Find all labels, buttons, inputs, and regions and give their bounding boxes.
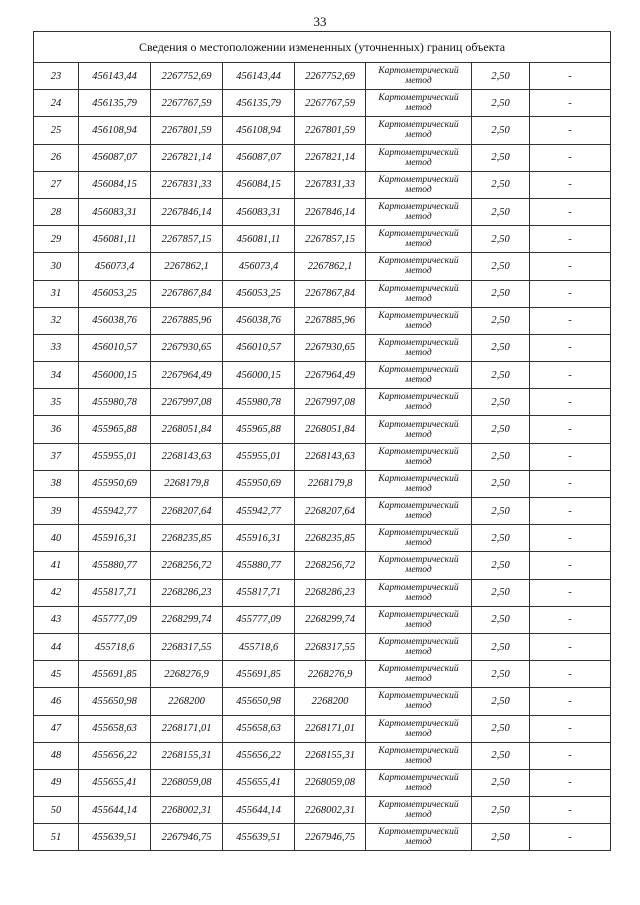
accuracy-cell: 2,50	[472, 334, 530, 361]
existing-y-cell: 2268171,01	[151, 715, 223, 742]
existing-y-cell: 2267930,65	[151, 334, 223, 361]
note-cell: -	[530, 253, 611, 280]
table-row	[34, 797, 611, 824]
refined-y-cell: 2267946,75	[295, 824, 366, 851]
accuracy-cell: 2,50	[472, 90, 530, 117]
method-cell: Картометрический метод	[366, 253, 472, 280]
note-cell: -	[530, 198, 611, 225]
accuracy-cell: 2,50	[472, 389, 530, 416]
existing-x-cell: 455656,22	[79, 742, 151, 769]
refined-x-cell: 455691,85	[223, 661, 295, 688]
accuracy-cell: 2,50	[472, 280, 530, 307]
method-cell: Картометрический метод	[366, 362, 472, 389]
refined-y-cell: 2267997,08	[295, 389, 366, 416]
table-row	[34, 633, 611, 660]
accuracy-cell: 2,50	[472, 443, 530, 470]
note-cell: -	[530, 226, 611, 253]
refined-y-cell: 2267857,15	[295, 226, 366, 253]
accuracy-cell: 2,50	[472, 579, 530, 606]
existing-y-cell: 2268276,9	[151, 661, 223, 688]
method-cell: Картометрический метод	[366, 226, 472, 253]
existing-y-cell: 2267885,96	[151, 307, 223, 334]
refined-x-cell: 456084,15	[223, 171, 295, 198]
point-number-cell: 32	[34, 307, 79, 334]
refined-y-cell: 2267867,84	[295, 280, 366, 307]
note-cell: -	[530, 90, 611, 117]
refined-y-cell: 2268155,31	[295, 742, 366, 769]
refined-x-cell: 455817,71	[223, 579, 295, 606]
existing-y-cell: 2267997,08	[151, 389, 223, 416]
table-row	[34, 525, 611, 552]
point-number-cell: 41	[34, 552, 79, 579]
existing-y-cell: 2268051,84	[151, 416, 223, 443]
point-number-cell: 26	[34, 144, 79, 171]
existing-x-cell: 456053,25	[79, 280, 151, 307]
table-row	[34, 470, 611, 497]
existing-x-cell: 455942,77	[79, 498, 151, 525]
refined-x-cell: 455777,09	[223, 606, 295, 633]
point-number-cell: 47	[34, 715, 79, 742]
existing-x-cell: 455718,6	[79, 633, 151, 660]
point-number-cell: 28	[34, 198, 79, 225]
table-row	[34, 742, 611, 769]
note-cell: -	[530, 688, 611, 715]
table-row	[34, 688, 611, 715]
method-cell: Картометрический метод	[366, 198, 472, 225]
note-cell: -	[530, 552, 611, 579]
refined-x-cell: 456135,79	[223, 90, 295, 117]
refined-y-cell: 2268143,63	[295, 443, 366, 470]
table-row	[34, 579, 611, 606]
accuracy-cell: 2,50	[472, 552, 530, 579]
note-cell: -	[530, 280, 611, 307]
table-row	[34, 144, 611, 171]
table-row	[34, 63, 611, 90]
accuracy-cell: 2,50	[472, 144, 530, 171]
note-cell: -	[530, 797, 611, 824]
existing-y-cell: 2267801,59	[151, 117, 223, 144]
note-cell: -	[530, 742, 611, 769]
method-cell: Картометрический метод	[366, 389, 472, 416]
refined-x-cell: 455942,77	[223, 498, 295, 525]
accuracy-cell: 2,50	[472, 769, 530, 796]
refined-x-cell: 455965,88	[223, 416, 295, 443]
existing-y-cell: 2268235,85	[151, 525, 223, 552]
refined-x-cell: 456143,44	[223, 63, 295, 90]
refined-y-cell: 2267964,49	[295, 362, 366, 389]
existing-y-cell: 2267862,1	[151, 253, 223, 280]
accuracy-cell: 2,50	[472, 715, 530, 742]
accuracy-cell: 2,50	[472, 688, 530, 715]
existing-x-cell: 455965,88	[79, 416, 151, 443]
existing-x-cell: 456038,76	[79, 307, 151, 334]
method-cell: Картометрический метод	[366, 525, 472, 552]
note-cell: -	[530, 824, 611, 851]
existing-y-cell: 2267846,14	[151, 198, 223, 225]
existing-y-cell: 2268155,31	[151, 742, 223, 769]
accuracy-cell: 2,50	[472, 117, 530, 144]
accuracy-cell: 2,50	[472, 416, 530, 443]
point-number-cell: 46	[34, 688, 79, 715]
method-cell: Картометрический метод	[366, 552, 472, 579]
accuracy-cell: 2,50	[472, 470, 530, 497]
refined-x-cell: 456108,94	[223, 117, 295, 144]
table-row	[34, 443, 611, 470]
existing-y-cell: 2267964,49	[151, 362, 223, 389]
point-number-cell: 50	[34, 797, 79, 824]
refined-y-cell: 2268299,74	[295, 606, 366, 633]
note-cell: -	[530, 144, 611, 171]
point-number-cell: 37	[34, 443, 79, 470]
method-cell: Картометрический метод	[366, 117, 472, 144]
accuracy-cell: 2,50	[472, 226, 530, 253]
refined-x-cell: 456087,07	[223, 144, 295, 171]
existing-x-cell: 456083,31	[79, 198, 151, 225]
method-cell: Картометрический метод	[366, 715, 472, 742]
point-number-cell: 25	[34, 117, 79, 144]
refined-x-cell: 456081,11	[223, 226, 295, 253]
point-number-cell: 39	[34, 498, 79, 525]
refined-y-cell: 2267801,59	[295, 117, 366, 144]
existing-x-cell: 455916,31	[79, 525, 151, 552]
table-row	[34, 90, 611, 117]
refined-y-cell: 2267821,14	[295, 144, 366, 171]
refined-x-cell: 455980,78	[223, 389, 295, 416]
note-cell: -	[530, 498, 611, 525]
point-number-cell: 43	[34, 606, 79, 633]
refined-y-cell: 2268317,55	[295, 633, 366, 660]
existing-x-cell: 456081,11	[79, 226, 151, 253]
table-row	[34, 362, 611, 389]
existing-x-cell: 455980,78	[79, 389, 151, 416]
point-number-cell: 23	[34, 63, 79, 90]
existing-y-cell: 2267767,59	[151, 90, 223, 117]
note-cell: -	[530, 715, 611, 742]
table-row	[34, 280, 611, 307]
point-number-cell: 49	[34, 769, 79, 796]
refined-x-cell: 455639,51	[223, 824, 295, 851]
table-row	[34, 307, 611, 334]
point-number-cell: 45	[34, 661, 79, 688]
existing-x-cell: 455691,85	[79, 661, 151, 688]
existing-x-cell: 455639,51	[79, 824, 151, 851]
existing-y-cell: 2268200	[151, 688, 223, 715]
existing-x-cell: 455655,41	[79, 769, 151, 796]
table-row	[34, 171, 611, 198]
table-row	[34, 198, 611, 225]
refined-y-cell: 2267752,69	[295, 63, 366, 90]
refined-y-cell: 2268002,31	[295, 797, 366, 824]
refined-x-cell: 455916,31	[223, 525, 295, 552]
note-cell: -	[530, 525, 611, 552]
point-number-cell: 27	[34, 171, 79, 198]
refined-y-cell: 2267846,14	[295, 198, 366, 225]
method-cell: Картометрический метод	[366, 334, 472, 361]
accuracy-cell: 2,50	[472, 198, 530, 225]
point-number-cell: 44	[34, 633, 79, 660]
point-number-cell: 51	[34, 824, 79, 851]
refined-y-cell: 2268235,85	[295, 525, 366, 552]
method-cell: Картометрический метод	[366, 171, 472, 198]
point-number-cell: 48	[34, 742, 79, 769]
note-cell: -	[530, 443, 611, 470]
existing-x-cell: 455955,01	[79, 443, 151, 470]
refined-x-cell: 455650,98	[223, 688, 295, 715]
table-title: Сведения о местоположении измененных (уточненных) границ объекта	[34, 32, 611, 63]
point-number-cell: 38	[34, 470, 79, 497]
method-cell: Картометрический метод	[366, 443, 472, 470]
accuracy-cell: 2,50	[472, 253, 530, 280]
point-number-cell: 31	[34, 280, 79, 307]
note-cell: -	[530, 389, 611, 416]
accuracy-cell: 2,50	[472, 742, 530, 769]
table-row	[34, 416, 611, 443]
accuracy-cell: 2,50	[472, 661, 530, 688]
refined-x-cell: 455955,01	[223, 443, 295, 470]
refined-x-cell: 456053,25	[223, 280, 295, 307]
method-cell: Картометрический метод	[366, 280, 472, 307]
note-cell: -	[530, 606, 611, 633]
table-row	[34, 606, 611, 633]
refined-y-cell: 2268059,08	[295, 769, 366, 796]
refined-y-cell: 2267862,1	[295, 253, 366, 280]
note-cell: -	[530, 470, 611, 497]
existing-y-cell: 2267946,75	[151, 824, 223, 851]
refined-x-cell: 455950,69	[223, 470, 295, 497]
point-number-cell: 33	[34, 334, 79, 361]
refined-y-cell: 2268207,64	[295, 498, 366, 525]
refined-x-cell: 455658,63	[223, 715, 295, 742]
page-number: 33	[313, 14, 327, 29]
existing-x-cell: 456143,44	[79, 63, 151, 90]
note-cell: -	[530, 117, 611, 144]
method-cell: Картометрический метод	[366, 579, 472, 606]
existing-y-cell: 2267821,14	[151, 144, 223, 171]
existing-x-cell: 456135,79	[79, 90, 151, 117]
point-number-cell: 35	[34, 389, 79, 416]
table-title-row	[34, 32, 611, 63]
note-cell: -	[530, 769, 611, 796]
existing-x-cell: 455880,77	[79, 552, 151, 579]
existing-y-cell: 2267867,84	[151, 280, 223, 307]
point-number-cell: 40	[34, 525, 79, 552]
table-row	[34, 226, 611, 253]
table-row	[34, 498, 611, 525]
accuracy-cell: 2,50	[472, 525, 530, 552]
existing-x-cell: 455644,14	[79, 797, 151, 824]
refined-y-cell: 2268286,23	[295, 579, 366, 606]
accuracy-cell: 2,50	[472, 797, 530, 824]
point-number-cell: 36	[34, 416, 79, 443]
accuracy-cell: 2,50	[472, 633, 530, 660]
refined-y-cell: 2267930,65	[295, 334, 366, 361]
refined-y-cell: 2267767,59	[295, 90, 366, 117]
note-cell: -	[530, 307, 611, 334]
refined-x-cell: 455656,22	[223, 742, 295, 769]
existing-y-cell: 2267752,69	[151, 63, 223, 90]
method-cell: Картометрический метод	[366, 797, 472, 824]
existing-x-cell: 455817,71	[79, 579, 151, 606]
existing-y-cell: 2268143,63	[151, 443, 223, 470]
existing-x-cell: 456087,07	[79, 144, 151, 171]
table-row	[34, 389, 611, 416]
existing-x-cell: 456000,15	[79, 362, 151, 389]
existing-x-cell: 455658,63	[79, 715, 151, 742]
refined-x-cell: 455718,6	[223, 633, 295, 660]
existing-y-cell: 2268179,8	[151, 470, 223, 497]
refined-x-cell: 456038,76	[223, 307, 295, 334]
refined-y-cell: 2268200	[295, 688, 366, 715]
method-cell: Картометрический метод	[366, 498, 472, 525]
existing-y-cell: 2267831,33	[151, 171, 223, 198]
refined-x-cell: 456083,31	[223, 198, 295, 225]
existing-y-cell: 2268299,74	[151, 606, 223, 633]
method-cell: Картометрический метод	[366, 742, 472, 769]
refined-y-cell: 2268276,9	[295, 661, 366, 688]
table-row	[34, 715, 611, 742]
note-cell: -	[530, 362, 611, 389]
method-cell: Картометрический метод	[366, 824, 472, 851]
refined-y-cell: 2267885,96	[295, 307, 366, 334]
accuracy-cell: 2,50	[472, 824, 530, 851]
point-number-cell: 42	[34, 579, 79, 606]
accuracy-cell: 2,50	[472, 171, 530, 198]
note-cell: -	[530, 633, 611, 660]
table-row	[34, 769, 611, 796]
refined-x-cell: 456073,4	[223, 253, 295, 280]
note-cell: -	[530, 63, 611, 90]
accuracy-cell: 2,50	[472, 606, 530, 633]
existing-y-cell: 2267857,15	[151, 226, 223, 253]
method-cell: Картометрический метод	[366, 63, 472, 90]
existing-x-cell: 455950,69	[79, 470, 151, 497]
method-cell: Картометрический метод	[366, 144, 472, 171]
note-cell: -	[530, 661, 611, 688]
point-number-cell: 29	[34, 226, 79, 253]
accuracy-cell: 2,50	[472, 63, 530, 90]
accuracy-cell: 2,50	[472, 362, 530, 389]
refined-x-cell: 455644,14	[223, 797, 295, 824]
table-row	[34, 661, 611, 688]
note-cell: -	[530, 579, 611, 606]
table-row	[34, 117, 611, 144]
note-cell: -	[530, 416, 611, 443]
existing-x-cell: 456108,94	[79, 117, 151, 144]
refined-y-cell: 2268256,72	[295, 552, 366, 579]
note-cell: -	[530, 334, 611, 361]
existing-y-cell: 2268059,08	[151, 769, 223, 796]
accuracy-cell: 2,50	[472, 307, 530, 334]
table-body	[34, 32, 611, 851]
table-row	[34, 253, 611, 280]
existing-y-cell: 2268002,31	[151, 797, 223, 824]
existing-x-cell: 455777,09	[79, 606, 151, 633]
method-cell: Картометрический метод	[366, 307, 472, 334]
method-cell: Картометрический метод	[366, 416, 472, 443]
existing-y-cell: 2268207,64	[151, 498, 223, 525]
point-number-cell: 24	[34, 90, 79, 117]
method-cell: Картометрический метод	[366, 661, 472, 688]
method-cell: Картометрический метод	[366, 90, 472, 117]
existing-x-cell: 456084,15	[79, 171, 151, 198]
refined-x-cell: 456010,57	[223, 334, 295, 361]
table-row	[34, 552, 611, 579]
refined-x-cell: 455655,41	[223, 769, 295, 796]
boundary-coordinates-table	[33, 31, 611, 851]
refined-x-cell: 456000,15	[223, 362, 295, 389]
refined-y-cell: 2267831,33	[295, 171, 366, 198]
refined-y-cell: 2268171,01	[295, 715, 366, 742]
refined-x-cell: 455880,77	[223, 552, 295, 579]
existing-x-cell: 456073,4	[79, 253, 151, 280]
method-cell: Картометрический метод	[366, 633, 472, 660]
table-row	[34, 334, 611, 361]
existing-y-cell: 2268256,72	[151, 552, 223, 579]
refined-y-cell: 2268179,8	[295, 470, 366, 497]
accuracy-cell: 2,50	[472, 498, 530, 525]
point-number-cell: 34	[34, 362, 79, 389]
table-row	[34, 824, 611, 851]
existing-y-cell: 2268286,23	[151, 579, 223, 606]
method-cell: Картометрический метод	[366, 769, 472, 796]
method-cell: Картометрический метод	[366, 606, 472, 633]
point-number-cell: 30	[34, 253, 79, 280]
note-cell: -	[530, 171, 611, 198]
existing-y-cell: 2268317,55	[151, 633, 223, 660]
existing-x-cell: 455650,98	[79, 688, 151, 715]
method-cell: Картометрический метод	[366, 470, 472, 497]
existing-x-cell: 456010,57	[79, 334, 151, 361]
method-cell: Картометрический метод	[366, 688, 472, 715]
refined-y-cell: 2268051,84	[295, 416, 366, 443]
